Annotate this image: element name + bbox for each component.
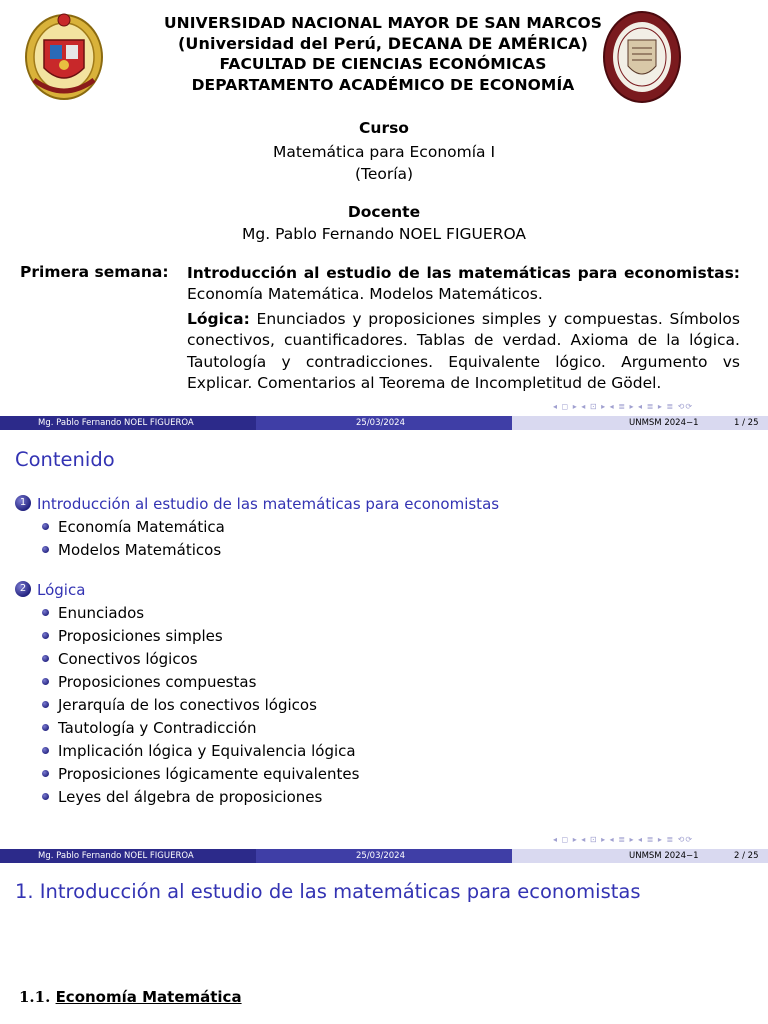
section-title: 1. Introducción al estudio de las matemáticas para economistas: [15, 880, 641, 903]
header-line-4: DEPARTAMENTO ACADÉMICO DE ECONOMÍA: [191, 75, 575, 94]
header-line-1: UNIVERSIDAD NACIONAL MAYOR DE SAN MARCOS: [164, 14, 602, 32]
toc-section-1[interactable]: [15, 495, 499, 513]
slide-footer-2: [0, 849, 768, 863]
toc-item[interactable]: Conectivos lógicos: [42, 650, 198, 668]
toc-item[interactable]: Implicación lógica y Equivalencia lógica: [42, 742, 356, 760]
beamer-navigation-icons[interactable]: ◂ ◻ ▸ ◂ ⊡ ▸ ◂ ≣ ▸ ◂ ≣ ▸ ≣ ⟲⟳: [553, 835, 694, 844]
footer-page-number: 2 / 25: [734, 851, 759, 861]
toc-section-1-title: Introducción al estudio de las matemáticas para economistas: [37, 495, 500, 513]
footer-date: 25/03/2024: [356, 418, 405, 428]
beamer-navigation-icons[interactable]: ◂ ◻ ▸ ◂ ⊡ ▸ ◂ ≣ ▸ ◂ ≣ ▸ ≣ ⟲⟳: [553, 402, 694, 411]
subsection-title: Economía Matemática: [55, 988, 242, 1006]
footer-author: Mg. Pablo Fernando NOEL FIGUEROA: [38, 851, 194, 861]
week-logic-heading: Lógica:: [187, 310, 250, 328]
week-logic-paragraph: [187, 309, 740, 395]
teacher-label: Docente: [347, 203, 421, 221]
week-logic-text: Enunciados y proposiciones simples y compuestas. Símbolos conectivos, cuantificadores. Tablas de verdad. Axioma de la lógica. Tautología y contradicciones. Equivalente lógico. Argumento vs Explicar. Comentarios al Teorema de Incompletitud de Gödel.: [187, 310, 740, 393]
week-label: Primera semana:: [20, 263, 169, 281]
toc-item[interactable]: Jerarquía de los conectivos lógicos: [42, 696, 317, 714]
teacher-name: Mg. Pablo Fernando NOEL FIGUEROA: [242, 225, 526, 243]
course-type: (Teoría): [354, 165, 414, 183]
toc-item[interactable]: Enunciados: [42, 604, 144, 622]
week-intro-heading: Introducción al estudio de las matemáticas para economistas:: [187, 264, 740, 282]
toc-item[interactable]: Proposiciones simples: [42, 627, 223, 645]
toc-section-2-title: Lógica: [37, 581, 86, 599]
contents-title: Contenido: [15, 448, 115, 471]
header-line-3: FACULTAD DE CIENCIAS ECONÓMICAS: [219, 55, 547, 73]
section-number-badge: 1: [15, 495, 31, 511]
toc-section-2[interactable]: [15, 581, 85, 599]
footer-page-number: 1 / 25: [734, 418, 759, 428]
toc-item[interactable]: Economía Matemática: [42, 518, 225, 536]
toc-item[interactable]: Proposiciones compuestas: [42, 673, 256, 691]
footer-institution: UNMSM 2024−1: [629, 851, 699, 861]
week-intro-paragraph: [187, 263, 740, 306]
toc-item[interactable]: Proposiciones lógicamente equivalentes: [42, 765, 359, 783]
course-name: Matemática para Economía I: [272, 143, 496, 161]
footer-date: 25/03/2024: [356, 851, 405, 861]
institution-header: [130, 13, 636, 95]
toc-item[interactable]: Modelos Matemáticos: [42, 541, 221, 559]
toc-item[interactable]: Leyes del álgebra de proposiciones: [42, 788, 322, 806]
section-number-badge: 2: [15, 581, 31, 597]
toc-item[interactable]: Tautología y Contradicción: [42, 719, 257, 737]
footer-author: Mg. Pablo Fernando NOEL FIGUEROA: [38, 418, 194, 428]
course-label: Curso: [359, 119, 409, 137]
slide-footer-1: [0, 416, 768, 430]
header-line-2: (Universidad del Perú, DECANA DE AMÉRICA): [177, 33, 588, 53]
week-intro-text: Economía Matemática. Modelos Matemáticos.: [187, 285, 543, 304]
subsection-heading: [19, 988, 242, 1006]
subsection-number: 1.1.: [19, 988, 51, 1006]
footer-institution: UNMSM 2024−1: [629, 418, 699, 428]
university-coat-of-arms-logo: [22, 10, 106, 102]
